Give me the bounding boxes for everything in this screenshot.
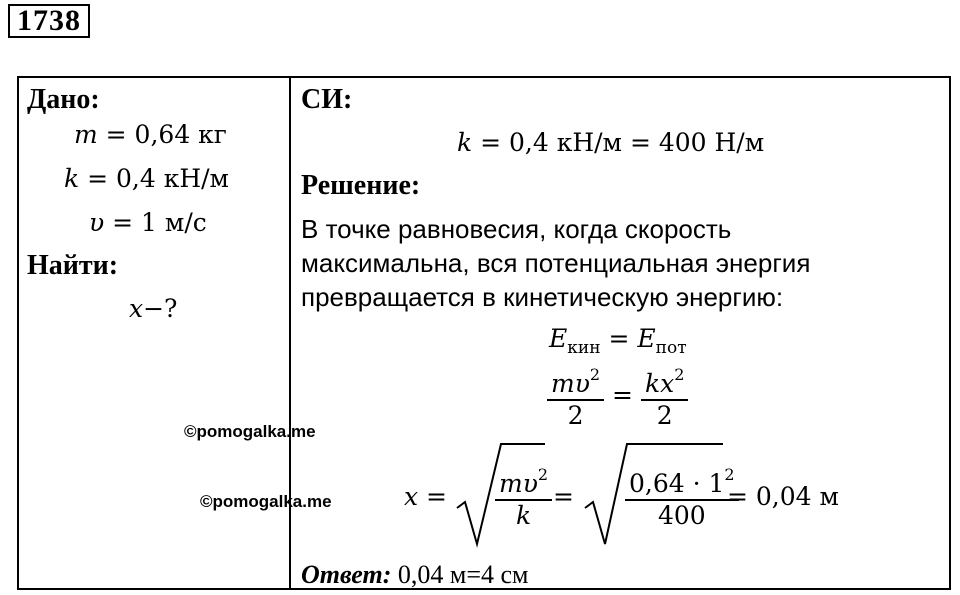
potential-fraction: $\frac{kx^2}{2}$ bbox=[641, 360, 688, 431]
problem-number: 1738 bbox=[8, 4, 90, 38]
given-velocity: υ = 1 м/с bbox=[89, 208, 207, 237]
solution-text-line-2: максимальна, вся потенциальная энергия bbox=[301, 248, 811, 278]
energy-fraction-equation: $\frac{m\upsilon^2}{2}$ = $\frac{kx^2}{2}$ bbox=[547, 360, 688, 431]
sqrt2-fraction: $\frac{0,64 \cdot 1^2}{400}$ bbox=[625, 460, 739, 531]
answer: Ответ: 0,04 м=4 см bbox=[301, 560, 529, 589]
si-conversion: k = 0,4 кН/м = 400 Н/м bbox=[457, 128, 765, 157]
sqrt1-fraction: $\frac{m\upsilon^2}{k}$ bbox=[495, 460, 552, 531]
x-symbol: x = bbox=[404, 482, 448, 511]
energy-equation: $E_{кин} = E_{пот}$ bbox=[549, 324, 687, 358]
solution-text-line-1: В точке равновесия, когда скорость bbox=[301, 214, 732, 244]
given-stiffness: k = 0,4 кН/м bbox=[64, 164, 229, 193]
kinetic-fraction: $\frac{m\upsilon^2}{2}$ bbox=[547, 360, 604, 431]
solution-table bbox=[17, 76, 951, 590]
result-value: = 0,04 м bbox=[727, 482, 839, 511]
watermark: ©pomogalka.me bbox=[184, 422, 316, 441]
si-heading: СИ: bbox=[301, 84, 353, 115]
solution-heading: Решение: bbox=[301, 170, 421, 201]
given-mass: m = 0,64 кг bbox=[74, 120, 227, 149]
given-heading: Дано: bbox=[27, 84, 100, 115]
equals-sign: = bbox=[553, 482, 574, 511]
find-unknown: x−? bbox=[129, 294, 178, 323]
find-heading: Найти: bbox=[27, 250, 119, 281]
watermark: ©pomogalka.me bbox=[200, 492, 332, 511]
solution-text-line-3: превращается в кинетическую энергию: bbox=[301, 282, 784, 312]
